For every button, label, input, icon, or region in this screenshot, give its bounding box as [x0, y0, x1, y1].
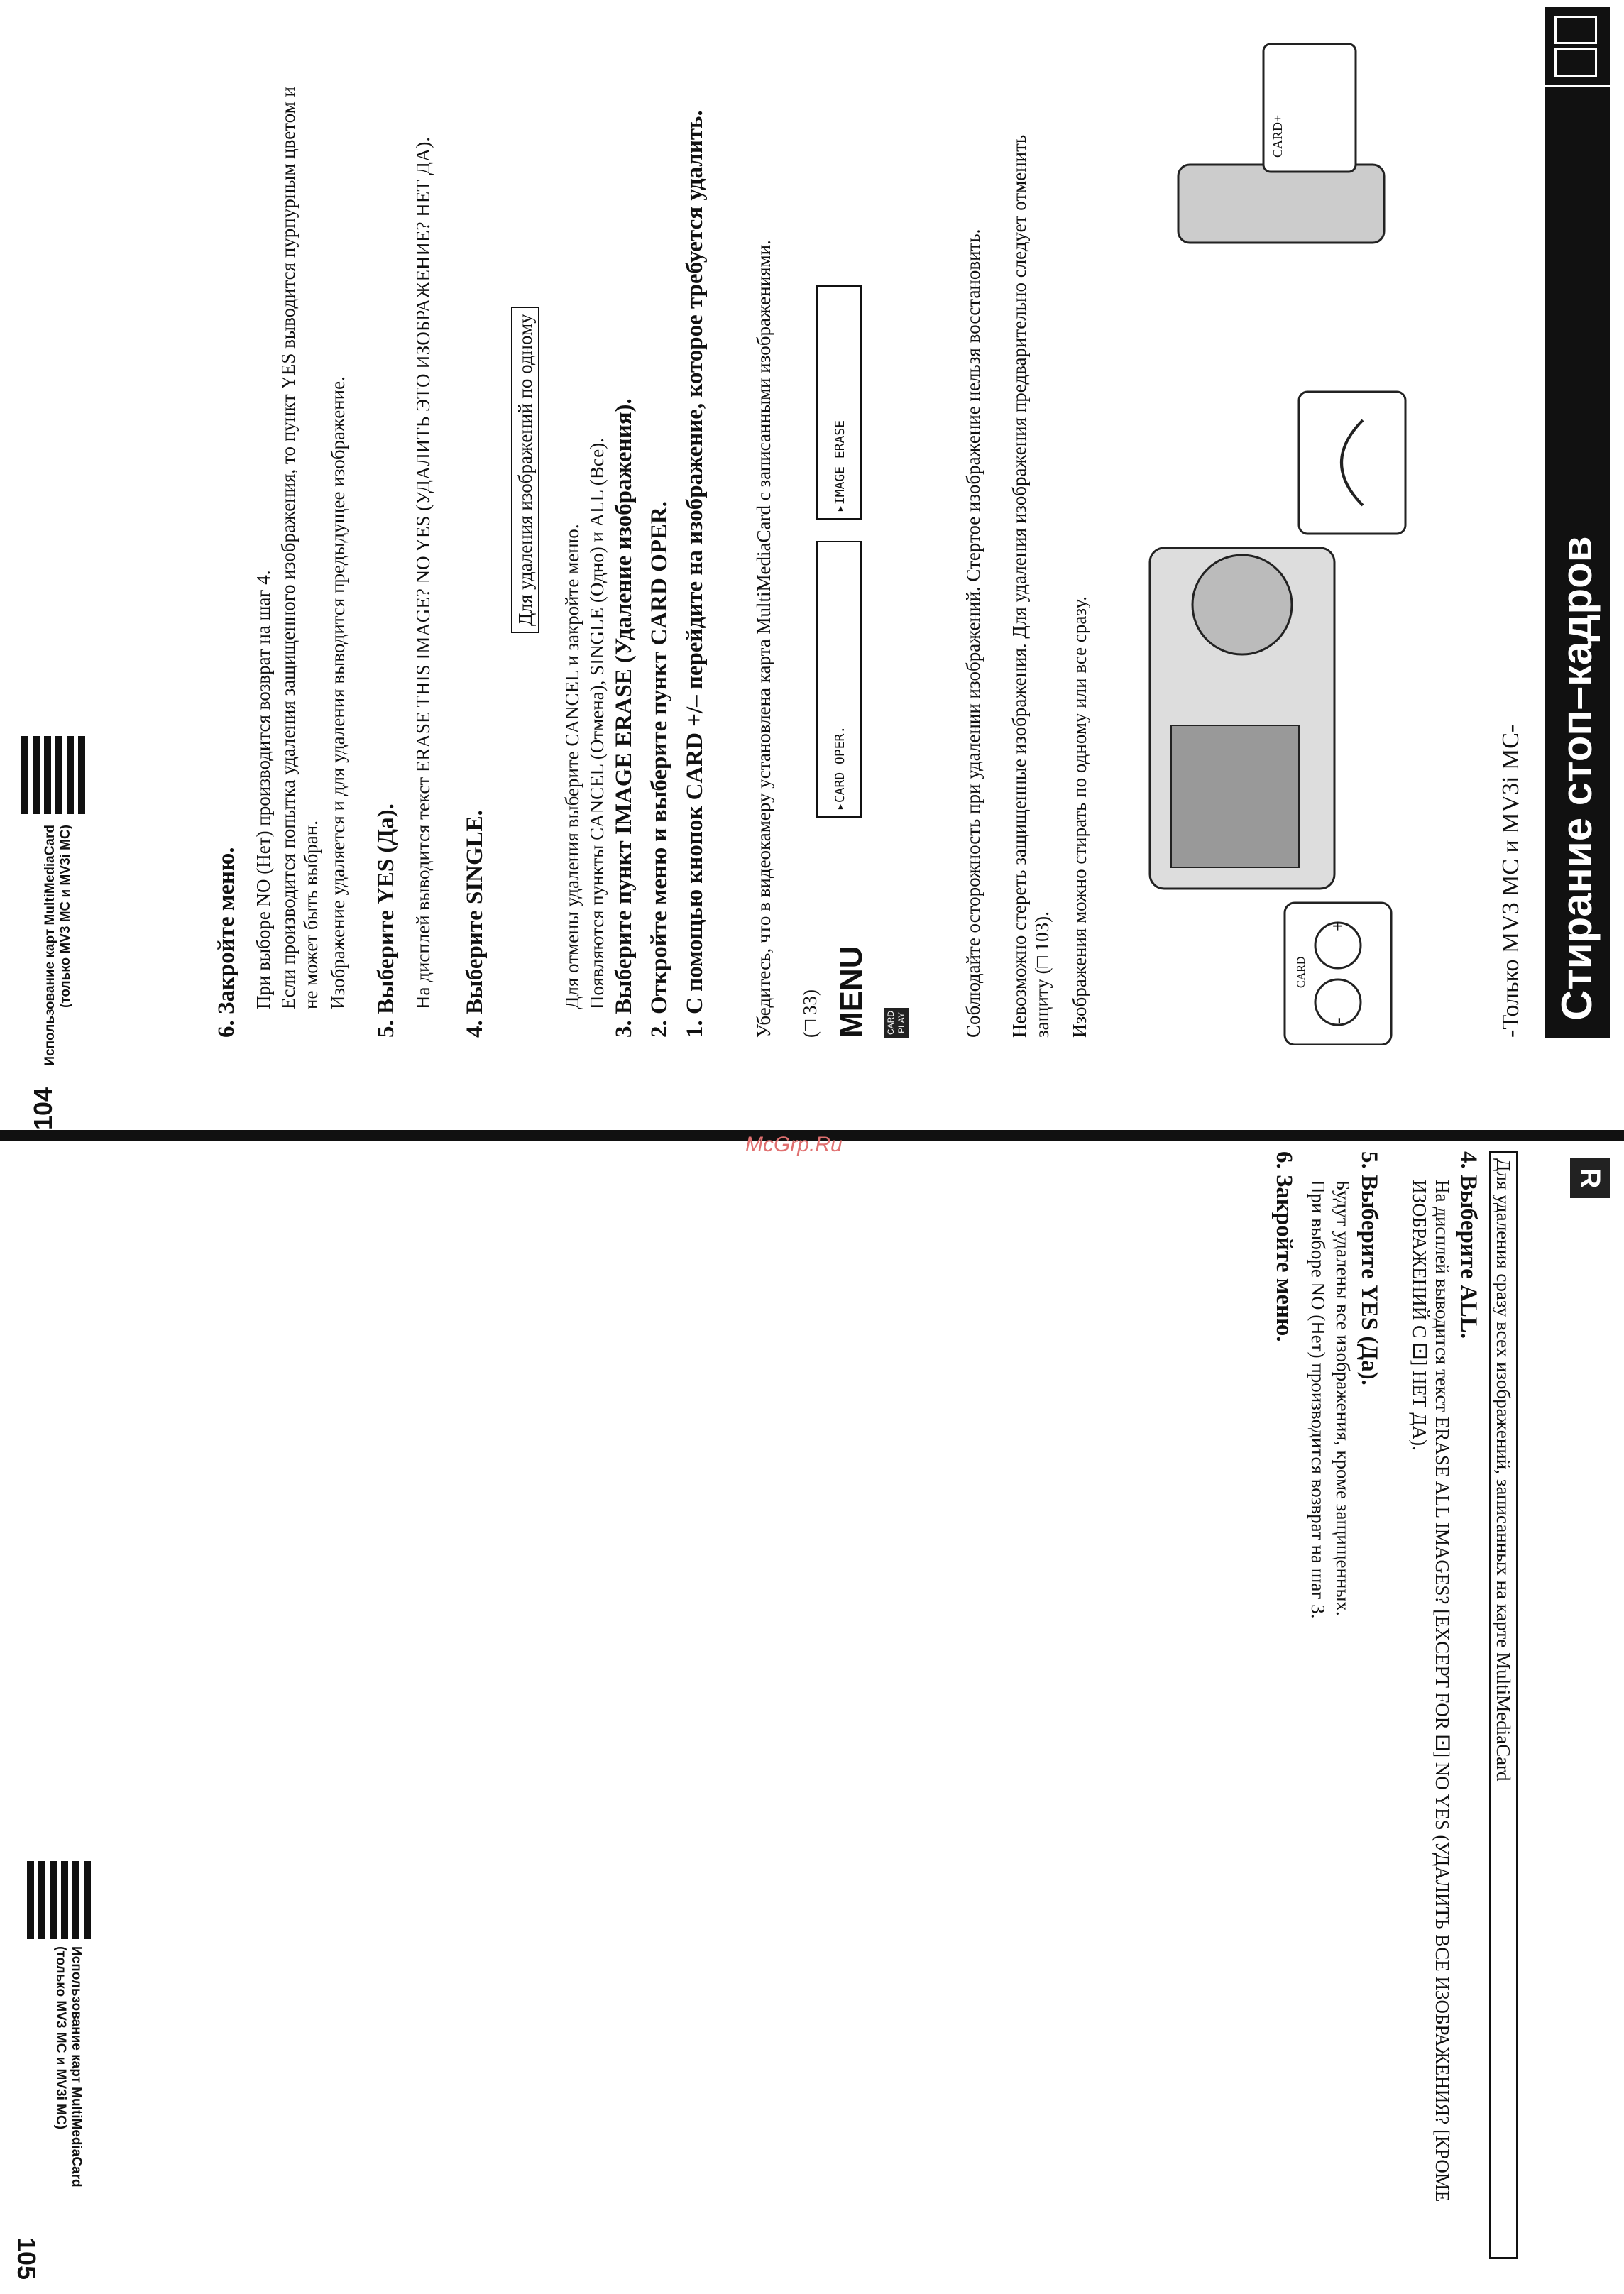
step-5-bullet-2: При выборе NO (Нет) производится возврат на шаг 3.: [1307, 1180, 1329, 1619]
step-1: 1. С помощью кнопок CARD +/– перейдите на изображение, которое требуется удалить.: [682, 110, 708, 1038]
step-3-bullet-2: Для отмены удаления выберите CANCEL и закройте меню.: [561, 524, 583, 1009]
step-3-bullet-1: Появляются пункты CANCEL (Отмена), SINGLE (Одно) и ALL (Все).: [586, 438, 608, 1009]
card-button-minus: -: [1327, 1017, 1348, 1023]
section-tab: [43, 825, 74, 1109]
section-tab-line1: Использование карт MultiMediaCard: [69, 1946, 84, 2188]
intro-text: Изображения можно стирать по одному или все сразу.: [1069, 596, 1090, 1038]
step-6: 6. Закройте меню.: [1271, 1151, 1297, 1342]
section-tab-bars: [13, 1861, 91, 1939]
page-104: [0, 0, 1624, 1144]
step-4-bullet-1: На дисплей выводится текст ERASE THIS IMAGE? NO YES (УДАЛИТЬ ЭТО ИЗОБРАЖЕНИЕ? НЕТ ДА).: [412, 136, 434, 1009]
card-button-plus: +: [1327, 921, 1348, 931]
section-tab-line2: (только MV3 MC и MV3i MC): [58, 825, 73, 1009]
section-tab-bars: [21, 736, 99, 814]
intro-bullet-2: Соблюдайте осторожность при удалении изображений. Стертое изображение нельзя восстановить.: [962, 229, 984, 1038]
step-4-bullet-1: На дисплей выводится текст ERASE ALL IMAGES? [EXCEPT FOR ⚀] NO YES (УДАЛИТЬ ВСЕ ИЗОБРАЖЕНИЯ? [КРОМЕ ИЗОБРАЖЕНИЙ С ⚀] НЕТ ДА).: [1409, 1180, 1453, 2202]
illustration: [1050, 1, 1412, 1045]
page-title: Стирание стоп–кадров: [1545, 87, 1610, 1038]
step-4: 4. Выберите SINGLE.: [462, 810, 488, 1038]
step-3: 3. Выберите пункт IMAGE ERASE (Удаление изображения).: [611, 398, 637, 1038]
step-5: 5. Выберите YES (Да).: [373, 803, 399, 1038]
step-5-bullet-3: При выборе NO (Нет) производится возврат на шаг 4.: [253, 570, 274, 1009]
lcd-card-oper: ▸CARD OPER.: [816, 541, 862, 818]
watermark: McGrp.Ru: [745, 1133, 843, 1156]
mode-icons: [1545, 7, 1610, 85]
step-5-bullet-2: Если производится попытка удаления защищенного изображения, то пункт YES выводится пурпурным цветом и не может быть выбран.: [278, 87, 322, 1009]
lcd-image-erase: ▸IMAGE ERASE: [816, 285, 862, 520]
ensure-text: Убедитесь, что в видеокамеру установлена карта MultiMediaCard с записанными изображениями.: [753, 240, 774, 1038]
section-tab-line1: Использование карт MultiMediaCard: [43, 825, 57, 1066]
card-play-badge: CARD PLAY: [884, 1008, 909, 1038]
camera-mode-icon: [1554, 16, 1597, 44]
language-badge: R: [1570, 1158, 1610, 1198]
camcorder-illustration: [1050, 1, 1412, 1045]
section-tab-line2: (только MV3 MC и MV3i MC): [53, 1946, 68, 2130]
page-number: 104: [28, 1087, 57, 1130]
step-5-bullet-1: Будут удалены все изображения, кроме защищенных.: [1332, 1180, 1354, 1616]
card-mode-icon: [1554, 48, 1597, 77]
step-4: 4. Выберите ALL.: [1456, 1151, 1481, 1339]
remote-card-label: CARD+: [1271, 114, 1285, 158]
step-5: 5. Выберите YES (Да).: [1356, 1151, 1382, 1385]
card-label: CARD: [1295, 956, 1307, 988]
menu-label: MENU: [834, 945, 869, 1038]
section-all-box: Для удаления сразу всех изображений, записанных на карте MultiMediaCard: [1489, 1151, 1518, 2259]
step-2: 2. Откройте меню и выберите пункт CARD OPER.: [647, 500, 672, 1038]
model-note: -Только MV3 MC и MV3i MC-: [1498, 724, 1524, 1038]
section-single-box: Для удаления изображений по одному: [511, 307, 539, 633]
section-tab: [53, 1946, 84, 2244]
intro-bullet-1: Невозможно стереть защищенные изображения. Для удаления изображения предварительно следует отменить защиту (□ 103).: [1009, 134, 1053, 1038]
step-6: 6. Закройте меню.: [214, 847, 239, 1038]
step-5-bullet-1: Изображение удаляется и для удаления выводится предыдущее изображение.: [327, 376, 349, 1009]
page-number: 105: [12, 2237, 41, 2281]
page-105: [0, 1144, 1624, 2294]
menu-ref: (□ 33): [799, 989, 821, 1038]
